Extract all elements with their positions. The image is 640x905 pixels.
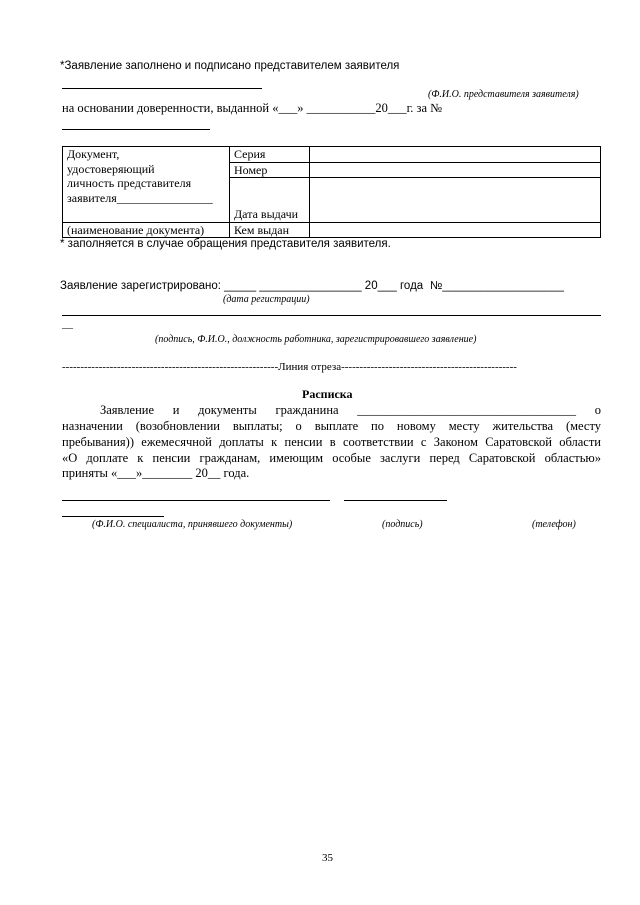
specialist-signature-line [344, 500, 447, 501]
registration-number: №___________________ [430, 280, 564, 292]
series-label: Серия [230, 147, 310, 163]
issued-by-value [310, 222, 601, 238]
specialist-name-line [62, 500, 330, 501]
doc-line-4: заявителя________________ [67, 190, 213, 205]
representative-name-caption: (Ф.И.О. представителя заявителя) [428, 89, 579, 100]
receipt-line-2: назначении (возобновлении выплаты; о выплате по новому месту жительства (месту [62, 419, 601, 433]
registrar-signature-caption: (подпись, Ф.И.О., должность работника, зарегистрировавшего заявление) [155, 334, 477, 345]
registrar-signature-line [62, 315, 601, 316]
receipt-title: Расписка [302, 387, 353, 401]
page-number: 35 [322, 852, 333, 864]
specialist-signature-caption: (подпись) [382, 519, 423, 530]
specialist-phone-caption: (телефон) [532, 519, 576, 530]
specialist-phone-line [62, 516, 164, 517]
attorney-number-line [62, 129, 210, 130]
series-value [310, 147, 601, 163]
receipt-line-4: «О доплате к пенсии гражданам, имеющим особые заслуги перед Саратовской областью» [62, 451, 601, 465]
issued-by-label: Кем выдан [230, 222, 310, 238]
registration-date-caption: (дата регистрации) [223, 294, 310, 305]
doc-line-2: удостоверяющий [67, 161, 155, 176]
number-value [310, 162, 601, 178]
registrar-line-tail: __ [62, 318, 73, 330]
representative-note: *Заявление заполнено и подписано представителем заявителя [60, 60, 400, 72]
document-name-caption: (наименование документа) [63, 222, 230, 238]
representative-name-line [62, 88, 262, 89]
registration-label: Заявление зарегистрировано: _____ ________________ 20___ года [60, 280, 424, 292]
fill-note: * заполняется в случае обращения представителя заявителя. [60, 238, 391, 250]
issue-date-label: Дата выдачи [230, 207, 310, 222]
issue-date-value [310, 178, 601, 223]
specialist-name-caption: (Ф.И.О. специалиста, принявшего документы) [92, 519, 293, 530]
doc-line-1: Документ, [67, 147, 120, 161]
representative-document-table [62, 146, 601, 238]
receipt-accepted-line: приняты «___»________ 20__ года. [62, 466, 250, 480]
number-label: Номер [230, 162, 310, 178]
receipt-line-3: пребывания)) ежемесячной доплаты к пенсии в соответствии с Законом Саратовской области [62, 435, 601, 449]
issue-date-label-top [230, 178, 310, 208]
document-description-cell [63, 147, 230, 223]
doc-line-3: личность представителя [67, 176, 192, 190]
receipt-line-1: Заявление и документы гражданина ___________________________________ о [100, 403, 601, 417]
power-of-attorney-line: на основании доверенности, выданной «___» ___________20___г. за № [62, 101, 443, 115]
cut-line: -----------------------------------------------------------Линия отреза------------------------------------------------ [62, 361, 517, 373]
